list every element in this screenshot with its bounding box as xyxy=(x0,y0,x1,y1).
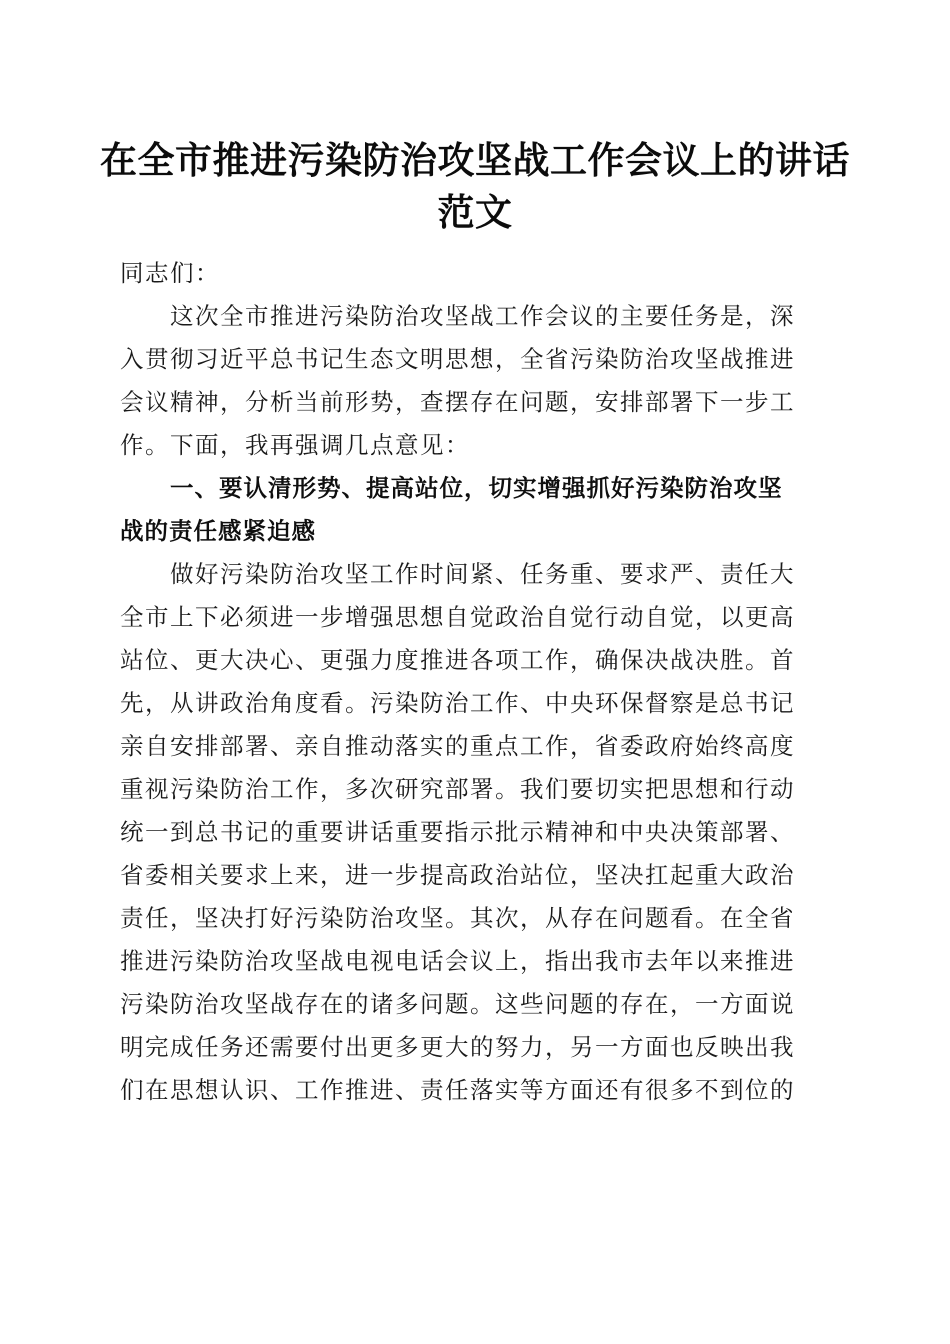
salutation: 同志们： xyxy=(120,259,220,287)
body-line: 站位、更大决心、更强力度推进各项工作，确保决战决胜。首 xyxy=(120,646,795,674)
body-line: 重视污染防治工作，多次研究部署。我们要切实把思想和行动 xyxy=(120,775,795,803)
body-line: 先，从讲政治角度看。污染防治工作、中央环保督察是总书记 xyxy=(120,689,795,717)
body-line: 责任，坚决打好污染防治攻坚。其次，从存在问题看。在全省 xyxy=(120,904,795,932)
body-paragraph xyxy=(120,553,825,1112)
body-line: 明完成任务还需要付出更多更大的努力，另一方面也反映出我 xyxy=(120,1033,795,1061)
body-line: 推进污染防治攻坚战电视电话会议上，指出我市去年以来推进 xyxy=(120,947,795,975)
body-line: 省委相关要求上来，进一步提高政治站位，坚决扛起重大政治 xyxy=(120,861,795,889)
intro-paragraph xyxy=(120,295,825,467)
body-line: 全市上下必须进一步增强思想自觉政治自觉行动自觉，以更高 xyxy=(120,603,795,631)
document-body xyxy=(120,252,825,1112)
heading-line: 一、要认清形势、提高站位，切实增强抓好污染防治攻坚 xyxy=(170,474,783,502)
body-line: 统一到总书记的重要讲话重要指示批示精神和中央决策部署、 xyxy=(120,818,795,846)
section-heading-1 xyxy=(120,467,825,553)
intro-line: 这次全市推进污染防治攻坚战工作会议的主要任务是，深 xyxy=(170,302,795,330)
document-title xyxy=(100,134,850,238)
body-line: 做好污染防治攻坚工作时间紧、任务重、要求严、责任大 xyxy=(170,560,795,588)
title-line-2: 范文 xyxy=(437,190,513,234)
intro-line: 作。下面，我再强调几点意见： xyxy=(120,431,470,459)
body-line: 污染防治攻坚战存在的诸多问题。这些问题的存在，一方面说 xyxy=(120,990,795,1018)
title-line-1: 在全市推进污染防治攻坚战工作会议上的讲话 xyxy=(100,138,850,182)
body-line: 亲自安排部署、亲自推动落实的重点工作，省委政府始终高度 xyxy=(120,732,795,760)
body-line: 们在思想认识、工作推进、责任落实等方面还有很多不到位的 xyxy=(120,1076,795,1104)
intro-line: 会议精神，分析当前形势，查摆存在问题，安排部署下一步工 xyxy=(120,388,795,416)
heading-line: 战的责任感紧迫感 xyxy=(120,517,316,545)
intro-line: 入贯彻习近平总书记生态文明思想，全省污染防治攻坚战推进 xyxy=(120,345,795,373)
